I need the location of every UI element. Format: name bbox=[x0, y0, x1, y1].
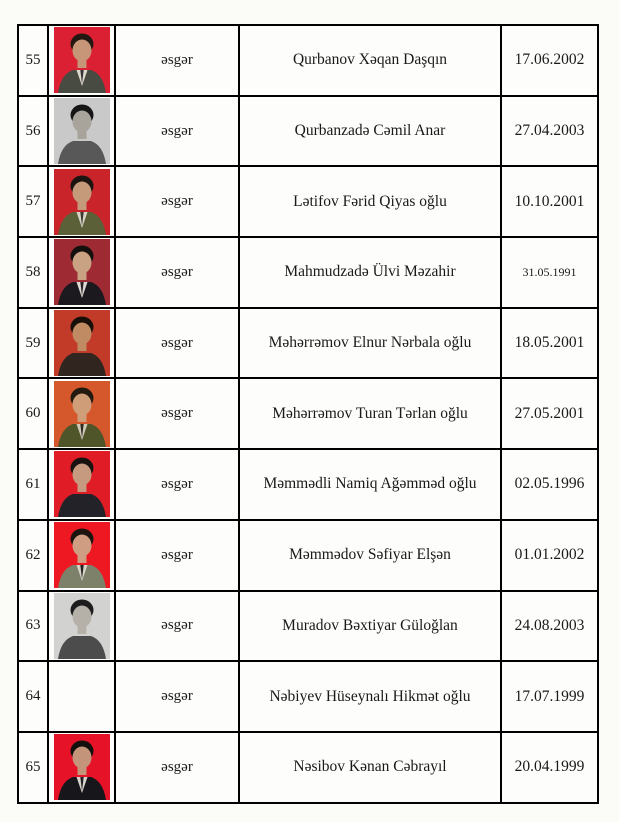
table-row bbox=[18, 732, 598, 803]
rank-cell bbox=[115, 308, 239, 379]
rank-cell bbox=[115, 520, 239, 591]
row-number-cell bbox=[18, 96, 48, 167]
row-number: 59 bbox=[25, 334, 41, 351]
row-number-cell bbox=[18, 591, 48, 662]
rank-label: əsgər bbox=[161, 334, 193, 351]
birth-date-cell bbox=[501, 96, 598, 167]
portrait-image bbox=[54, 239, 110, 305]
photo-cell bbox=[48, 96, 115, 167]
photo-cell bbox=[48, 591, 115, 662]
portrait-image bbox=[54, 310, 110, 376]
rank-label: əsgər bbox=[161, 617, 193, 634]
birth-date: 17.07.1999 bbox=[514, 687, 585, 705]
portrait-image bbox=[54, 593, 110, 659]
person-name: Qurbanov Xəqan Daşqın bbox=[292, 51, 448, 69]
row-number-cell bbox=[18, 661, 48, 732]
rank-label: əsgər bbox=[161, 546, 193, 563]
name-cell bbox=[239, 378, 501, 449]
birth-date-cell bbox=[501, 25, 598, 96]
portrait-photo bbox=[54, 734, 110, 800]
name-cell bbox=[239, 732, 501, 803]
person-name: Məmmədov Səfiyar Elşən bbox=[289, 546, 451, 564]
portrait-photo bbox=[54, 169, 110, 235]
person-name: Məhərrəmov Elnur Nərbala oğlu bbox=[268, 334, 472, 352]
photo-cell bbox=[48, 308, 115, 379]
row-number: 56 bbox=[25, 122, 41, 139]
birth-date: 31.05.1991 bbox=[522, 265, 577, 280]
row-number: 61 bbox=[25, 475, 41, 492]
row-number: 62 bbox=[25, 546, 41, 563]
rank-label: əsgər bbox=[161, 51, 193, 68]
birth-date-cell bbox=[501, 237, 598, 308]
photo-cell bbox=[48, 237, 115, 308]
name-cell bbox=[239, 520, 501, 591]
name-cell bbox=[239, 166, 501, 237]
rank-cell bbox=[115, 25, 239, 96]
row-number-cell bbox=[18, 732, 48, 803]
photo-cell bbox=[48, 520, 115, 591]
rank-label: əsgər bbox=[161, 405, 193, 422]
table-row bbox=[18, 661, 598, 732]
photo-cell bbox=[48, 25, 115, 96]
photo-cell bbox=[48, 166, 115, 237]
portrait-photo bbox=[54, 451, 110, 517]
birth-date: 18.05.2001 bbox=[514, 334, 585, 352]
birth-date-cell bbox=[501, 661, 598, 732]
name-cell bbox=[239, 449, 501, 520]
table-row bbox=[18, 96, 598, 167]
name-cell bbox=[239, 661, 501, 732]
rank-label: əsgər bbox=[161, 122, 193, 139]
roster-table-wrap bbox=[17, 24, 599, 804]
row-number-cell bbox=[18, 25, 48, 96]
portrait-photo bbox=[54, 381, 110, 447]
row-number-cell bbox=[18, 308, 48, 379]
row-number: 63 bbox=[25, 617, 41, 634]
rank-cell bbox=[115, 96, 239, 167]
birth-date: 17.06.2002 bbox=[514, 51, 585, 69]
table-row bbox=[18, 520, 598, 591]
person-name: Məhərrəmov Turan Tərlan oğlu bbox=[272, 404, 468, 422]
portrait-image bbox=[54, 27, 110, 93]
rank-cell bbox=[115, 591, 239, 662]
portrait-photo bbox=[54, 98, 110, 164]
table-row bbox=[18, 449, 598, 520]
portrait-photo bbox=[54, 239, 110, 305]
rank-cell bbox=[115, 449, 239, 520]
birth-date: 27.04.2003 bbox=[514, 122, 585, 140]
rank-cell bbox=[115, 378, 239, 449]
row-number-cell bbox=[18, 520, 48, 591]
portrait-image bbox=[54, 734, 110, 800]
table-row bbox=[18, 237, 598, 308]
name-cell bbox=[239, 308, 501, 379]
birth-date: 20.04.1999 bbox=[514, 758, 585, 776]
table-row bbox=[18, 308, 598, 379]
row-number: 65 bbox=[25, 758, 41, 775]
row-number-cell bbox=[18, 449, 48, 520]
birth-date-cell bbox=[501, 520, 598, 591]
row-number: 60 bbox=[25, 405, 41, 422]
photo-cell bbox=[48, 449, 115, 520]
table-row bbox=[18, 378, 598, 449]
photo-cell bbox=[48, 378, 115, 449]
birth-date: 27.05.2001 bbox=[514, 404, 585, 422]
birth-date-cell bbox=[501, 591, 598, 662]
table-row bbox=[18, 166, 598, 237]
row-number-cell bbox=[18, 237, 48, 308]
birth-date: 24.08.2003 bbox=[514, 616, 585, 634]
row-number: 58 bbox=[25, 263, 41, 280]
row-number-cell bbox=[18, 166, 48, 237]
person-name: Muradov Bəxtiyar Güloğlan bbox=[282, 616, 458, 634]
portrait-photo bbox=[54, 310, 110, 376]
name-cell bbox=[239, 96, 501, 167]
person-name: Nəbiyev Hüseynalı Hikmət oğlu bbox=[269, 687, 471, 705]
photo-cell bbox=[48, 661, 115, 732]
portrait-image bbox=[54, 169, 110, 235]
portrait-photo bbox=[54, 27, 110, 93]
row-number-cell bbox=[18, 378, 48, 449]
person-name: Qurbanzadə Cəmil Anar bbox=[294, 122, 446, 140]
row-number: 57 bbox=[25, 193, 41, 210]
rank-label: əsgər bbox=[161, 263, 193, 280]
birth-date: 10.10.2001 bbox=[514, 192, 585, 210]
rank-cell bbox=[115, 661, 239, 732]
rank-cell bbox=[115, 732, 239, 803]
portrait-photo bbox=[54, 522, 110, 588]
portrait-image bbox=[54, 98, 110, 164]
name-cell bbox=[239, 591, 501, 662]
table-row bbox=[18, 25, 598, 96]
birth-date: 02.05.1996 bbox=[514, 475, 585, 493]
person-name: Lətifov Fərid Qiyas oğlu bbox=[293, 192, 447, 210]
name-cell bbox=[239, 25, 501, 96]
casualty-roster-table bbox=[17, 24, 599, 804]
rank-label: əsgər bbox=[161, 688, 193, 705]
name-cell bbox=[239, 237, 501, 308]
birth-date: 01.01.2002 bbox=[514, 546, 585, 564]
rank-label: əsgər bbox=[161, 475, 193, 492]
birth-date-cell bbox=[501, 378, 598, 449]
rank-cell bbox=[115, 166, 239, 237]
birth-date-cell bbox=[501, 449, 598, 520]
portrait-photo bbox=[54, 664, 110, 730]
person-name: Məmmədli Namiq Ağəmməd oğlu bbox=[263, 475, 477, 493]
birth-date-cell bbox=[501, 308, 598, 379]
portrait-photo bbox=[54, 593, 110, 659]
table-row bbox=[18, 591, 598, 662]
table-body bbox=[18, 25, 598, 803]
rank-cell bbox=[115, 237, 239, 308]
person-name: Nəsibov Kənan Cəbrayıl bbox=[293, 758, 447, 776]
rank-label: əsgər bbox=[161, 193, 193, 210]
portrait-image bbox=[54, 522, 110, 588]
portrait-image bbox=[54, 451, 110, 517]
birth-date-cell bbox=[501, 166, 598, 237]
row-number: 64 bbox=[25, 688, 41, 705]
person-name: Mahmudzadə Ülvi Məzahir bbox=[284, 263, 456, 281]
portrait-image bbox=[54, 381, 110, 447]
rank-label: əsgər bbox=[161, 758, 193, 775]
photo-cell bbox=[48, 732, 115, 803]
row-number: 55 bbox=[25, 51, 41, 68]
birth-date-cell bbox=[501, 732, 598, 803]
